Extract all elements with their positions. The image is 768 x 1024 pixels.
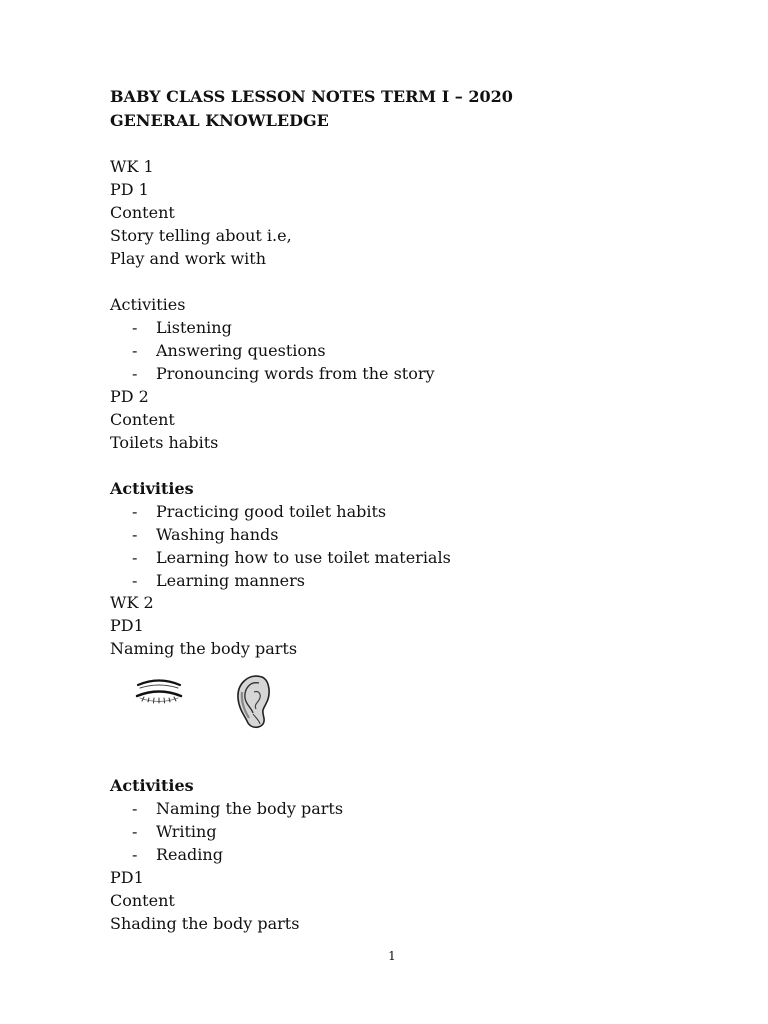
list-item: [132, 845, 223, 865]
list-item: [132, 341, 326, 361]
list-item: [132, 525, 278, 545]
list-item-text: Listening: [156, 318, 232, 337]
list-item-text: Washing hands: [156, 525, 279, 544]
content-label: Content: [110, 203, 175, 222]
list-item-text: Learning how to use toilet materials: [156, 548, 451, 567]
content-label: Content: [110, 891, 175, 910]
content-text: Toilets habits: [110, 433, 219, 452]
list-item-text: Pronouncing words from the story: [156, 364, 435, 383]
list-item: [132, 548, 451, 568]
bullet-dash: -: [132, 571, 138, 590]
ear-icon: [232, 672, 274, 730]
activities-label: Activities: [110, 479, 194, 498]
bullet-dash: -: [132, 318, 138, 337]
content-text: Naming the body parts: [110, 639, 298, 658]
list-item-text: Answering questions: [156, 341, 326, 360]
activities-label: Activities: [110, 776, 194, 795]
list-item: [132, 364, 435, 384]
period-heading: PD 1: [110, 180, 149, 199]
content-text: Play and work with: [110, 249, 267, 268]
content-text: Shading the body parts: [110, 914, 300, 933]
list-item-text: Writing: [156, 822, 217, 841]
period-heading: PD 2: [110, 387, 149, 406]
bullet-dash: -: [132, 548, 138, 567]
list-item-text: Practicing good toilet habits: [156, 502, 387, 521]
list-item: [132, 571, 305, 591]
bullet-dash: -: [132, 502, 138, 521]
subject-heading: GENERAL KNOWLEDGE: [110, 111, 329, 130]
bullet-dash: -: [132, 341, 138, 360]
list-item-text: Naming the body parts: [156, 799, 344, 818]
period-heading: PD1: [110, 616, 144, 635]
content-text: Story telling about i.e,: [110, 226, 292, 245]
content-label: Content: [110, 410, 175, 429]
list-item-text: Reading: [156, 845, 223, 864]
bullet-dash: -: [132, 845, 138, 864]
document-title: BABY CLASS LESSON NOTES TERM I – 2020: [110, 87, 513, 106]
activities-label: Activities: [110, 295, 186, 314]
week-heading: WK 2: [110, 593, 154, 612]
list-item: [132, 318, 232, 338]
week-heading: WK 1: [110, 157, 154, 176]
list-item-text: Learning manners: [156, 571, 305, 590]
bullet-dash: -: [132, 525, 138, 544]
list-item: [132, 822, 217, 842]
eye-icon: [132, 676, 186, 710]
bullet-dash: -: [132, 799, 138, 818]
list-item: [132, 502, 386, 522]
list-item: [132, 799, 343, 819]
period-heading: PD1: [110, 868, 144, 887]
page-number: 1: [388, 949, 396, 963]
bullet-dash: -: [132, 364, 138, 383]
bullet-dash: -: [132, 822, 138, 841]
